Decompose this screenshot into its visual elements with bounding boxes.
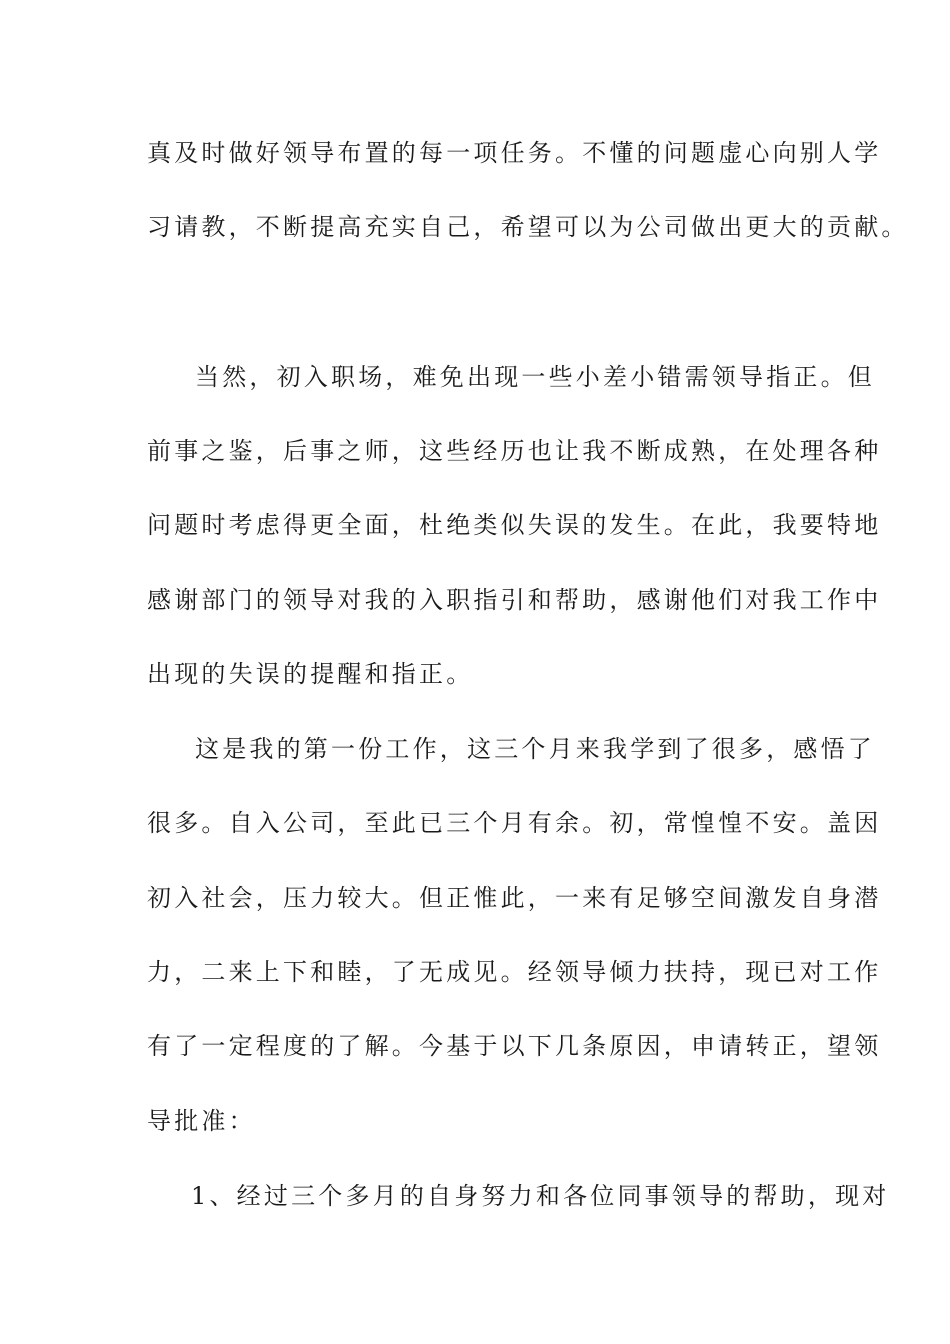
paragraph-line: 真及时做好领导布置的每一项任务。不懂的问题虚心向别人学 (147, 139, 882, 167)
paragraph-line: 导批准： (147, 1107, 256, 1135)
paragraph-line: 出现的失误的提醒和指正。 (147, 660, 474, 688)
paragraph-line: 有了一定程度的了解。今基于以下几条原因，申请转正，望领 (147, 1032, 882, 1060)
paragraph-line: 很多。自入公司，至此已三个月有余。初，常惶惶不安。盖因 (147, 809, 882, 837)
paragraph-line: 前事之鉴，后事之师，这些经历也让我不断成熟，在处理各种 (147, 437, 882, 465)
paragraph-line: 问题时考虑得更全面，杜绝类似失误的发生。在此，我要特地 (147, 511, 882, 539)
paragraph-line: 习请教，不断提高充实自己，希望可以为公司做出更大的贡献。 (147, 213, 909, 241)
paragraph-line: 当然，初入职场，难免出现一些小差小错需领导指正。但 (195, 363, 875, 391)
list-item-line: 1、经过三个多月的自身努力和各位同事领导的帮助，现对 (191, 1182, 890, 1210)
paragraph-line: 力，二来上下和睦，了无成见。经领导倾力扶持，现已对工作 (147, 958, 882, 986)
paragraph-line: 这是我的第一份工作，这三个月来我学到了很多，感悟了 (195, 735, 875, 763)
paragraph-line: 初入社会，压力较大。但正惟此，一来有足够空间激发自身潜 (147, 884, 882, 912)
paragraph-line: 感谢部门的领导对我的入职指引和帮助，感谢他们对我工作中 (147, 586, 882, 614)
